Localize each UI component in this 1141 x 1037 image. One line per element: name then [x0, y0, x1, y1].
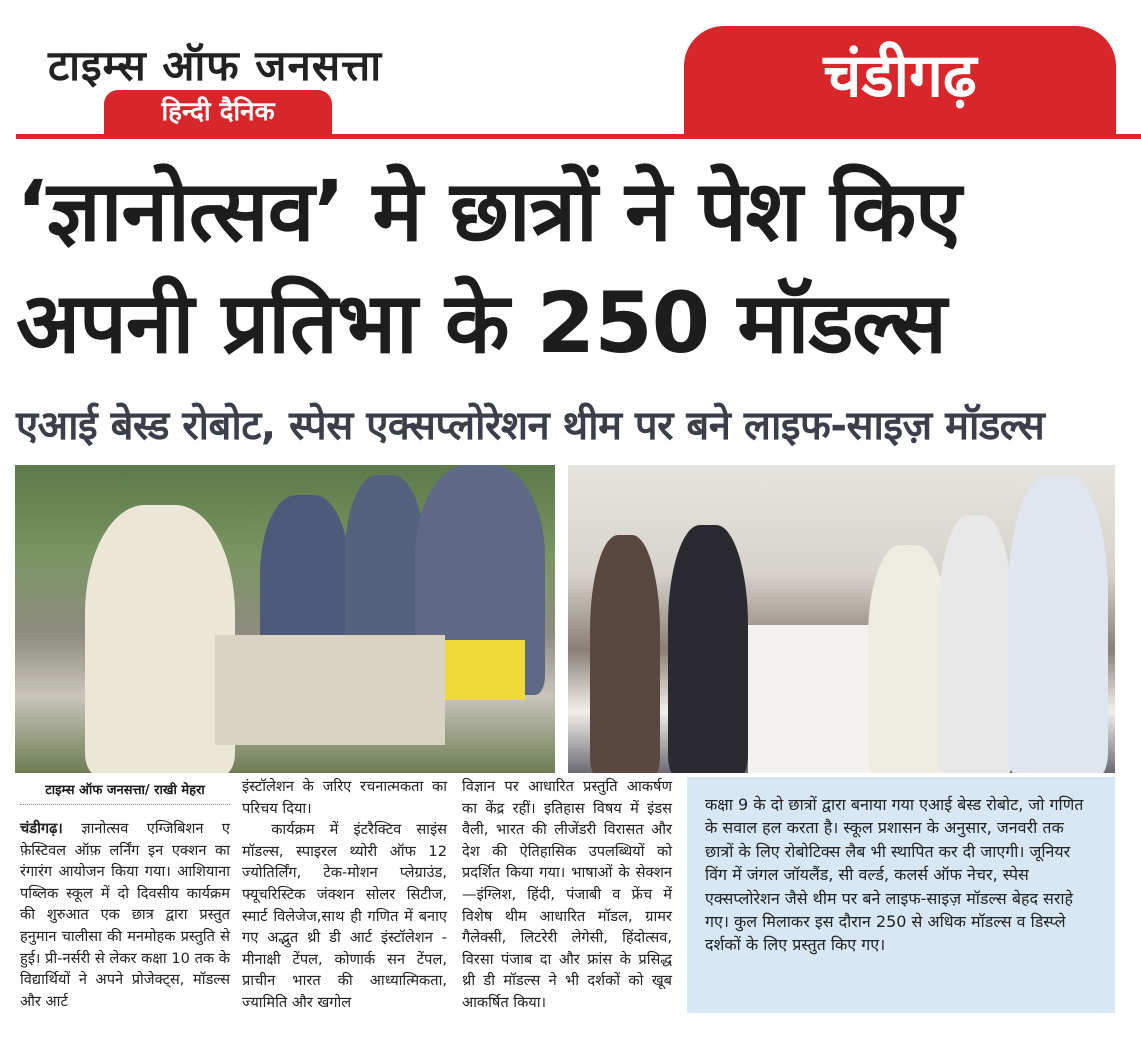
- model-table: [215, 635, 445, 745]
- newspaper-tagline: हिन्दी दैनिक: [104, 90, 332, 134]
- column-1-text: ज्ञानोत्सव एग्जिबिशन ए फ़ेस्टिवल ऑफ़ लर्निंग इन एक्शन का रंगारंग आयोजन किया गया। आशियाना पब्लिक स्कूल में दो दिवसीय कार्यक्रम की शुरुआत एक छात्र द्वारा प्रस्तुत हनुमान चालीसा की मनमोहक प्रस्तुति से हुई। प्री-नर्सरी से लेकर कक्षा 10 तक के विद्यार्थियों ने अपने प्रोजेक्ट्स, मॉडल्स और आर्ट: [20, 820, 230, 1010]
- column-2-paragraph-2: कार्यक्रम में इंटरैक्टिव साइंस मॉडल्स, स्पाइरल थ्योरी ऑफ 12 ज्योतिर्लिंग, टेक-मोशन प्लेग्राउंड, फ्यूचरिस्टिक जंक्शन सोलर सिटीज, स्मार्ट विलेजेज,साथ ही गणित में बनाए गए अद्भुत थ्री डी आर्ट इंस्टॉलेशन - मीनाक्षी टेंपल, कोणार्क सन टेंपल, प्राचीन भारत की आध्यात्मिकता, ज्यामिति और खगोल: [242, 821, 447, 1011]
- guest-figure: [938, 515, 1013, 773]
- headline-line-2: अपनी प्रतिभा के 250 मॉडल्स: [16, 274, 946, 372]
- masthead-divider: [16, 134, 1141, 139]
- guest-figure: [868, 545, 948, 773]
- article-column-2: [242, 776, 447, 1014]
- highlight-box: कक्षा 9 के दो छात्रों द्वारा बनाया गया एआई बेस्ड रोबोट, जो गणित के सवाल हल करता है। स्कूल प्रशासन के अनुसार, जनवरी तक छात्रों के लिए रोबोटिक्स लैब भी स्थापित कर दी जाएगी। जूनियर विंग में जंगल जॉयलैंड, सी वर्ल्ड, कलर्स ऑफ नेचर, स्पेस एक्सप्लोरेशन जैसे थीम पर बने लाइफ-साइज़ मॉडल्स बेहद सराहे गए। कुल मिलाकर इस दौरान 250 से अधिक मॉडल्स व डिस्प्ले दर्शकों के लिए प्रस्तुत किए गए।: [687, 777, 1115, 1013]
- guest-figure: [1008, 475, 1108, 773]
- visitor-figure: [85, 505, 235, 773]
- exhibition-photo-right: [568, 465, 1115, 773]
- photo-credit: टाइम्स ऑफ जनसत्ता/ राखी मेहरा: [20, 780, 230, 805]
- article-column-3: विज्ञान पर आधारित प्रस्तुति आकर्षण का केंद्र रहीं। इतिहास विषय में इंडस वैली, भारत की लीजेंडरी विरासत और देश की ऐतिहासिक उपलब्धियों को प्रदर्शित किया गया। भाषाओं के सेक्शन—इंग्लिश, हिंदी, पंजाबी व फ्रेंच में विशेष थीम आधारित मॉडल, ग्रामर गैलेक्सी, लिटरेरी लेगेसी, हिंदोत्सव, विरसा पंजाब दा और फ्रांस के प्रसिद्ध थ्री डी मॉडल्स ने भी दर्शकों को खूब आकर्षित किया।: [462, 778, 672, 1011]
- newspaper-name: टाइम्स ऑफ जनसत्ता: [48, 41, 383, 90]
- guest-figure: [668, 525, 748, 773]
- exhibition-photo-left: [15, 465, 555, 773]
- guest-figure: [590, 535, 660, 773]
- school-model: [445, 640, 525, 700]
- dateline: चंडीगढ़।: [20, 820, 63, 837]
- subheadline: एआई बेस्ड रोबोट, स्पेस एक्सप्लोरेशन थीम पर बने लाइफ-साइज़ मॉडल्स: [16, 403, 1045, 449]
- article-column-1: [20, 818, 230, 1012]
- column-2-paragraph-1: इंस्टॉलेशन के जरिए रचनात्मकता का परिचय दिया।: [242, 778, 447, 817]
- edition-city-tab: चंडीगढ़: [684, 26, 1116, 136]
- headline-line-1: ‘ज्ञानोत्सव’ मे छात्रों ने पेश किए: [16, 162, 961, 260]
